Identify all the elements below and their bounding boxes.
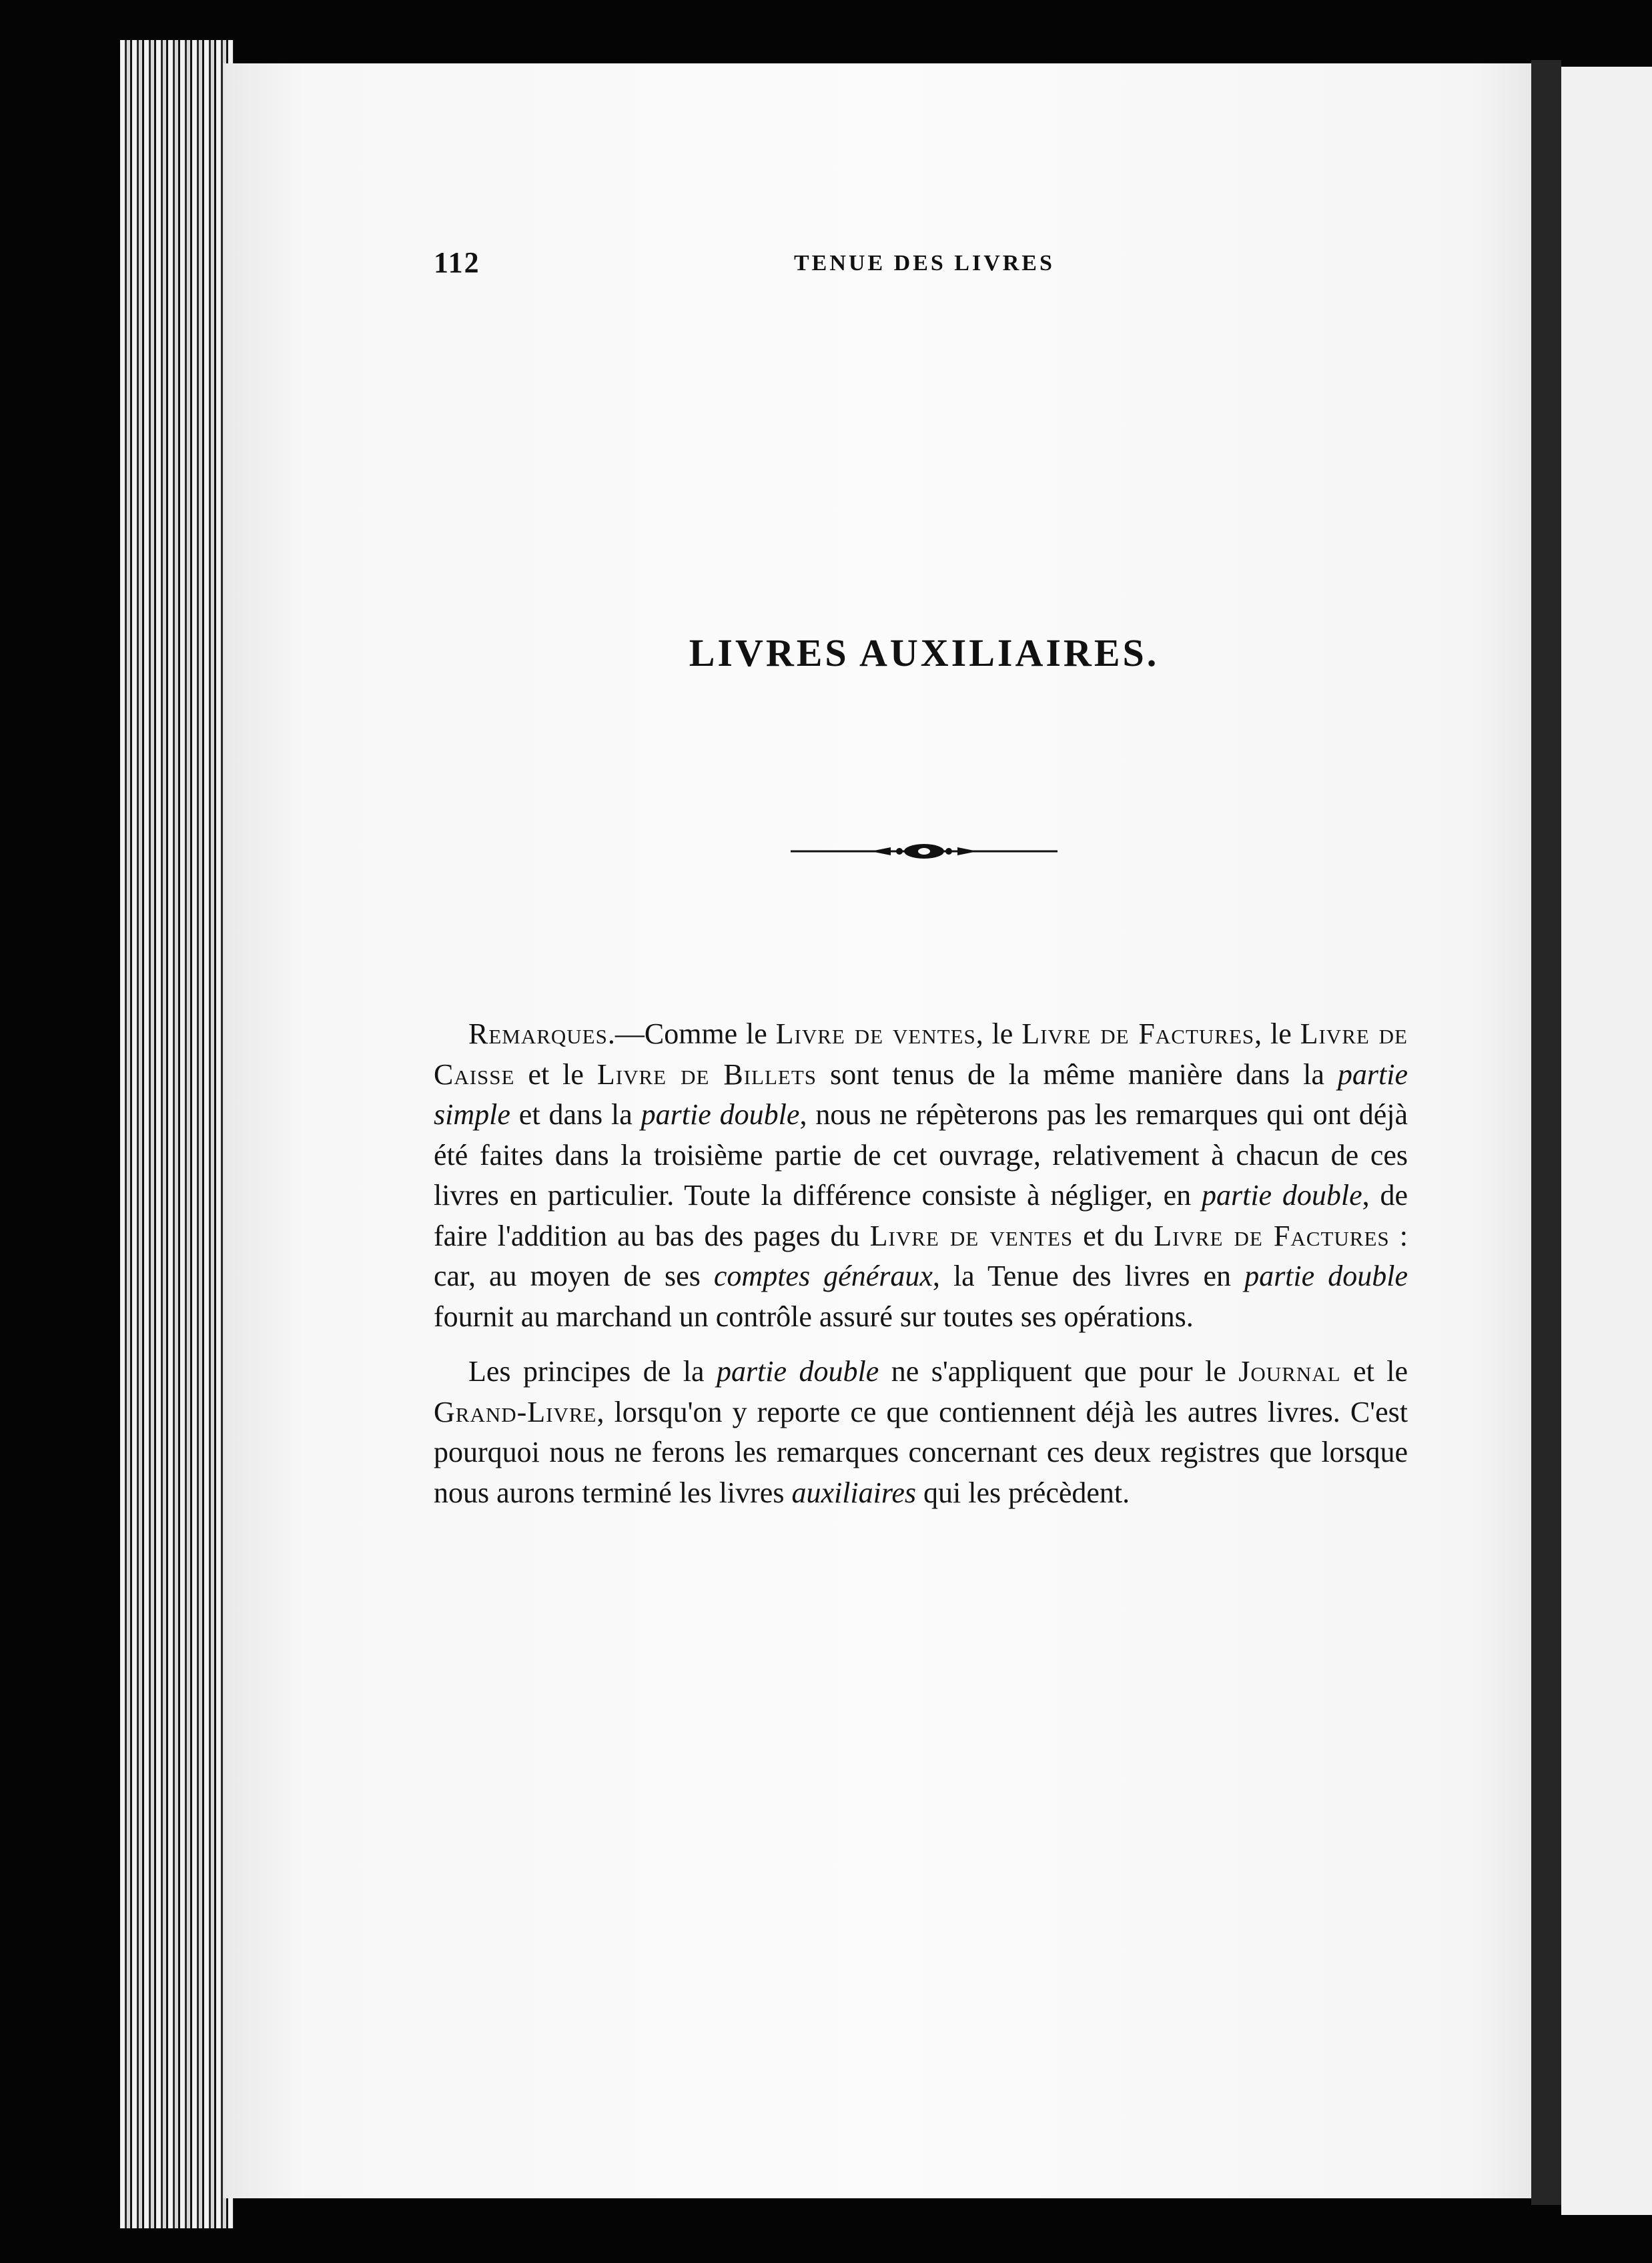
- small-caps-span: Livre de Caisse: [434, 1017, 1408, 1091]
- running-header: [434, 246, 1421, 286]
- text-span: , le: [1254, 1017, 1300, 1050]
- small-caps-span: Livre de Factures: [1154, 1219, 1390, 1252]
- book-gutter: [1531, 60, 1561, 2205]
- span-remarques: Remarques: [468, 1017, 608, 1050]
- italic-span: partie double: [1244, 1260, 1408, 1292]
- running-title: TENUE DES LIVRES: [794, 251, 1055, 276]
- italic-span: partie double: [641, 1098, 800, 1131]
- small-caps-span: Livre de ventes: [869, 1219, 1074, 1252]
- text-span: , de faire l'addition au bas des pages du: [434, 1179, 1408, 1252]
- small-caps-span: Grand-Livre: [434, 1395, 597, 1428]
- small-caps-span: Livre de Billets: [596, 1057, 817, 1091]
- italic-span: partie double: [716, 1355, 879, 1388]
- text-span: fournit au marchand un contrôle assuré sur toutes ses opérations.: [434, 1300, 1194, 1333]
- horizontal-rule-ornament-icon: [791, 842, 1058, 861]
- italic-span: partie double: [1201, 1179, 1362, 1212]
- text-span: , le: [975, 1017, 1022, 1050]
- text-span: : car, au moyen de ses: [434, 1219, 1408, 1292]
- text-span: , lorsqu'on y reporte ce que contiennent déjà les autres livres. C'est pourquoi nous ne ferons les remarques concernant ces deux registres que lorsque nous aurons terminé les livres: [434, 1395, 1408, 1509]
- small-caps-span: Journal: [1238, 1355, 1341, 1388]
- text-span: et du: [1073, 1219, 1154, 1252]
- book-page-edges: [120, 40, 234, 2228]
- text-span: ne s'appliquent que pour le: [879, 1355, 1239, 1388]
- small-caps-span: Livre de ventes: [775, 1017, 976, 1050]
- paragraph-remarques: [434, 1014, 1408, 1337]
- text-span: et dans la: [510, 1098, 641, 1131]
- text-span: sont tenus de la même manière dans la: [817, 1057, 1338, 1091]
- italic-span: partie simple: [434, 1057, 1408, 1131]
- text-span: , nous ne répèterons pas les remarques qui ont déjà été faites dans la troisième partie de cet ouvrage, relativement à chacun de ces livres en particulier. Toute la différence consiste à négliger, en: [434, 1098, 1408, 1212]
- text-span: Les principes de la: [468, 1355, 717, 1388]
- section-title: LIVRES AUXILIAIRES.: [689, 631, 1160, 674]
- text-span: , la Tenue des livres en: [932, 1260, 1245, 1292]
- italic-span: comptes généraux: [713, 1260, 933, 1292]
- paragraph-principes: [434, 1352, 1408, 1513]
- page-number: 112: [434, 246, 480, 279]
- body-text: [434, 1014, 1408, 1513]
- small-caps-span: Livre de Factures: [1021, 1017, 1255, 1050]
- text-span: qui les précèdent.: [916, 1476, 1130, 1509]
- italic-span: auxiliaires: [791, 1476, 917, 1509]
- text-span: .—Comme le: [607, 1017, 776, 1050]
- facing-page: [1561, 67, 1652, 2215]
- text-span: et le: [1340, 1355, 1408, 1388]
- text-span: et le: [514, 1057, 597, 1091]
